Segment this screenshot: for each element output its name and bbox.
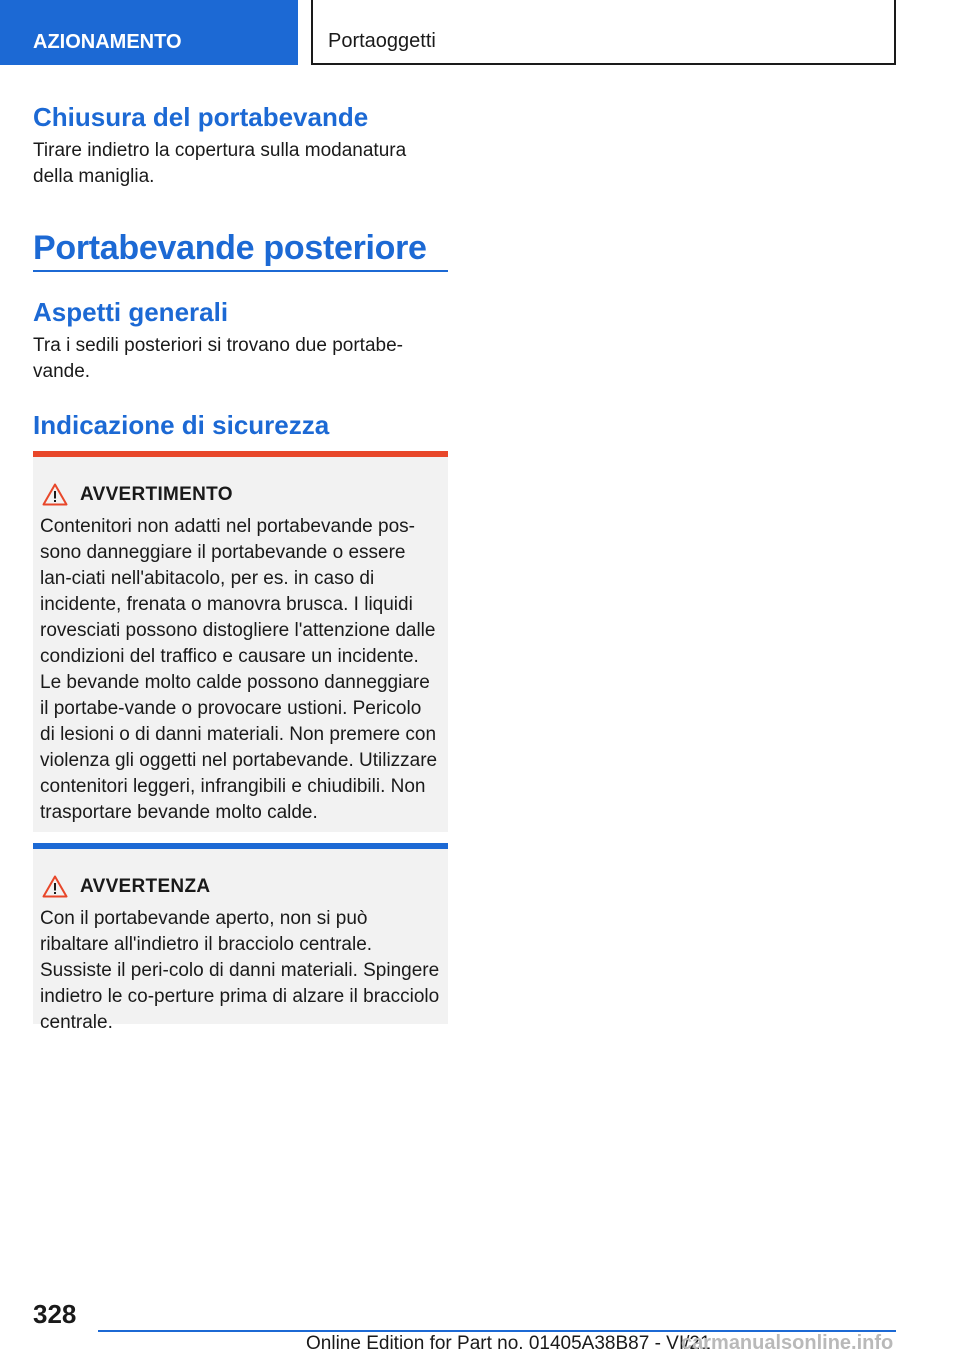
safety-heading: Indicazione di sicurezza: [33, 410, 330, 440]
chapter-tab: [0, 0, 298, 65]
edition-info: Online Edition for Part no. 01405A38B87 - VI/21: [306, 1333, 711, 1354]
warning-triangle-icon: [42, 483, 68, 506]
caution-bar: [33, 843, 448, 849]
chapter-label: AZIONAMENTO: [33, 31, 182, 53]
general-text: Tra i sedili posteriori si trovano due portabe-vande.: [33, 335, 403, 382]
caution-text: Con il portabevande aperto, non si può ribaltare all'indietro il bracciolo centrale. Sussiste il peri-colo di danni materiali. Spingere indietro le co-perture prima di alzare il bracciolo centrale.: [40, 908, 440, 1033]
warning-text: Contenitori non adatti nel portabevande pos-sono danneggiare il portabevande o essere lan-ciati nell'abitacolo, per es. in caso di incidente, frenata o manovra brusca. I liquidi rovesciati possono distogliere l'attenzione dalle condizioni del traffico e causare un incidente. Le bevande molto calde possono danneggiare il portabe-vande o provocare ustioni. Pericolo di lesioni o di danni materiali. Non premere con violenza gli oggetti nel portabevande. Utilizzare contenitori leggeri, infrangibili e chiudibili. Non trasportare bevande molto calde.: [40, 516, 438, 823]
section-label: Portaoggetti: [328, 30, 436, 52]
warning-title: AVVERTIMENTO: [80, 483, 233, 505]
caution-title: AVVERTENZA: [80, 875, 211, 897]
warning-notice: [33, 451, 448, 832]
closing-section: [33, 101, 448, 190]
title-divider: [33, 270, 448, 272]
warning-bar: [33, 451, 448, 457]
closing-heading: Chiusura del portabevande: [33, 102, 369, 132]
page-title: Portabevande posteriore: [33, 229, 427, 267]
general-heading: Aspetti generali: [33, 297, 229, 327]
safety-section: [33, 409, 448, 441]
rear-section: [33, 228, 448, 268]
closing-text: Tirare indietro la copertura sulla modanatura della maniglia.: [33, 140, 407, 187]
watermark: carmanualsonline.info: [681, 1332, 894, 1354]
warning-triangle-icon: [42, 875, 68, 898]
caution-notice: [33, 843, 448, 1033]
caution-title-row: [40, 875, 440, 898]
section-header: [311, 0, 896, 65]
general-section: [33, 296, 448, 385]
page-number: 328: [33, 1299, 77, 1329]
warning-title-row: [40, 483, 440, 506]
